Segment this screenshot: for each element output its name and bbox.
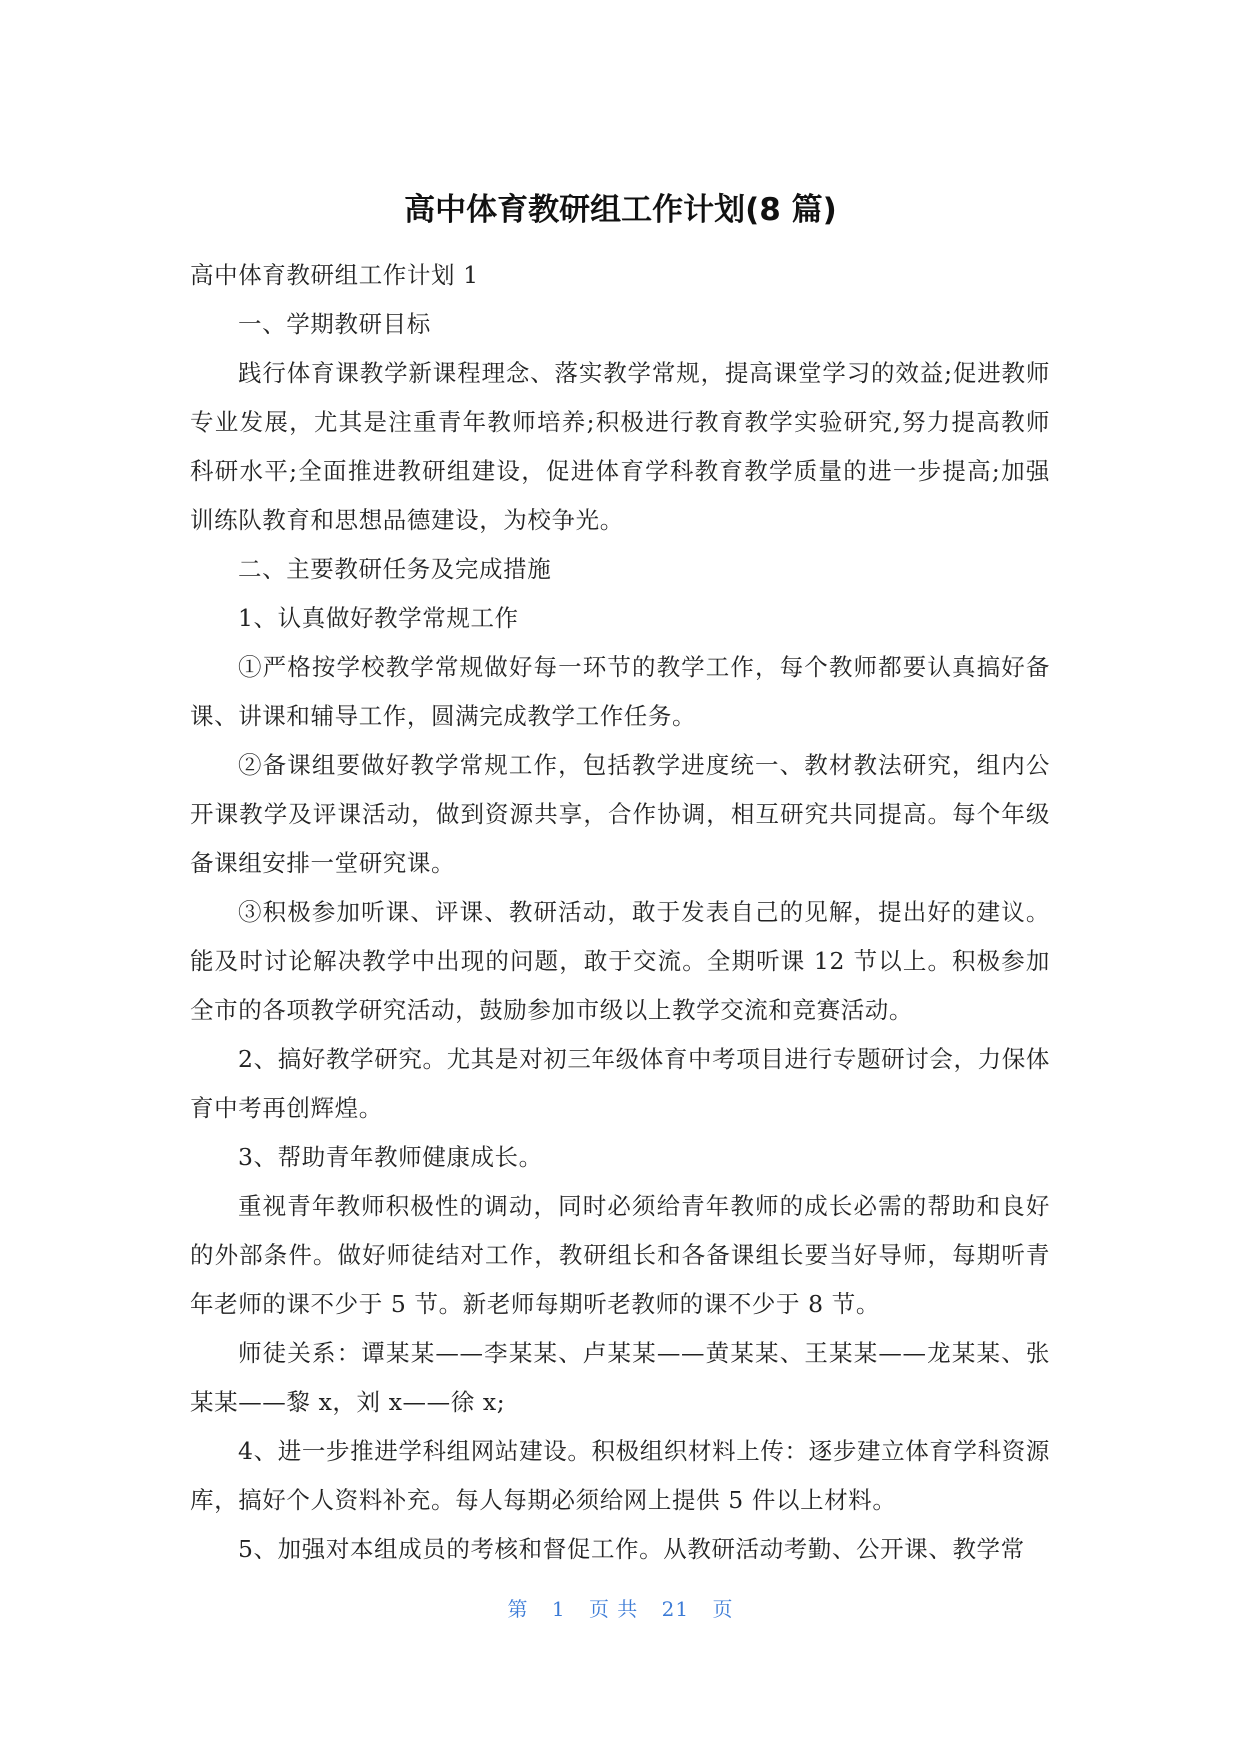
paragraph: 二、主要教研任务及完成措施 bbox=[238, 555, 552, 583]
page-label-middle: 页 共 bbox=[588, 1597, 639, 1621]
paragraph: 3、帮助青年教师健康成长。 bbox=[238, 1143, 543, 1171]
paragraph: 2、搞好教学研究。尤其是对初三年级体育中考项目进行专题研讨会，力保体育中考再创辉煌。 bbox=[190, 1045, 1050, 1122]
document-body bbox=[190, 251, 1050, 1574]
paragraph: ③积极参加听课、评课、教研活动，敢于发表自己的见解，提出好的建议。能及时讨论解决教学中出现的问题，敢于交流。全期听课 12 节以上。积极参加全市的各项教学研究活动，鼓励参加市级以上教学交流和竞赛活动。 bbox=[190, 898, 1050, 1024]
paragraph: 师徒关系：谭某某——李某某、卢某某——黄某某、王某某——龙某某、张某某——黎 x，刘 x——徐 x; bbox=[190, 1339, 1050, 1416]
paragraph: 1、认真做好教学常规工作 bbox=[238, 604, 519, 632]
document-title: 高中体育教研组工作计划(8 篇) bbox=[404, 192, 837, 228]
page-label-prefix: 第 bbox=[507, 1597, 529, 1621]
paragraph: 4、进一步推进学科组网站建设。积极组织材料上传：逐步建立体育学科资源库，搞好个人资料补充。每人每期必须给网上提供 5 件以上材料。 bbox=[190, 1437, 1050, 1514]
page-label-suffix: 页 bbox=[712, 1597, 734, 1621]
paragraph: 一、学期教研目标 bbox=[238, 310, 431, 338]
paragraph: 重视青年教师积极性的调动，同时必须给青年教师的成长必需的帮助和良好的外部条件。做好师徒结对工作，教研组长和各备课组长要当好导师，每期听青年老师的课不少于 5 节。新老师每期听老教师的课不少于 8 节。 bbox=[190, 1192, 1050, 1318]
paragraph: 5、加强对本组成员的考核和督促工作。从教研活动考勤、公开课、教学常 bbox=[238, 1535, 1025, 1563]
paragraph: ①严格按学校教学常规做好每一环节的教学工作，每个教师都要认真搞好备课、讲课和辅导工作，圆满完成教学工作任务。 bbox=[190, 653, 1050, 730]
paragraph: 践行体育课教学新课程理念、落实教学常规，提高课堂学习的效益;促进教师专业发展，尤其是注重青年教师培养;积极进行教育教学实验研究,努力提高教师科研水平;全面推进教研组建设，促进体育学科教育教学质量的进一步提高;加强训练队教育和思想品德建设，为校争光。 bbox=[190, 359, 1050, 534]
page-footer bbox=[0, 1593, 1241, 1622]
page-number: 1 bbox=[551, 1597, 566, 1621]
paragraph: ②备课组要做好教学常规工作，包括教学进度统一、教材教法研究，组内公开课教学及评课活动，做到资源共享，合作协调，相互研究共同提高。每个年级备课组安排一堂研究课。 bbox=[190, 751, 1050, 877]
section-heading: 高中体育教研组工作计划 1 bbox=[190, 261, 479, 289]
total-pages: 21 bbox=[661, 1597, 690, 1621]
